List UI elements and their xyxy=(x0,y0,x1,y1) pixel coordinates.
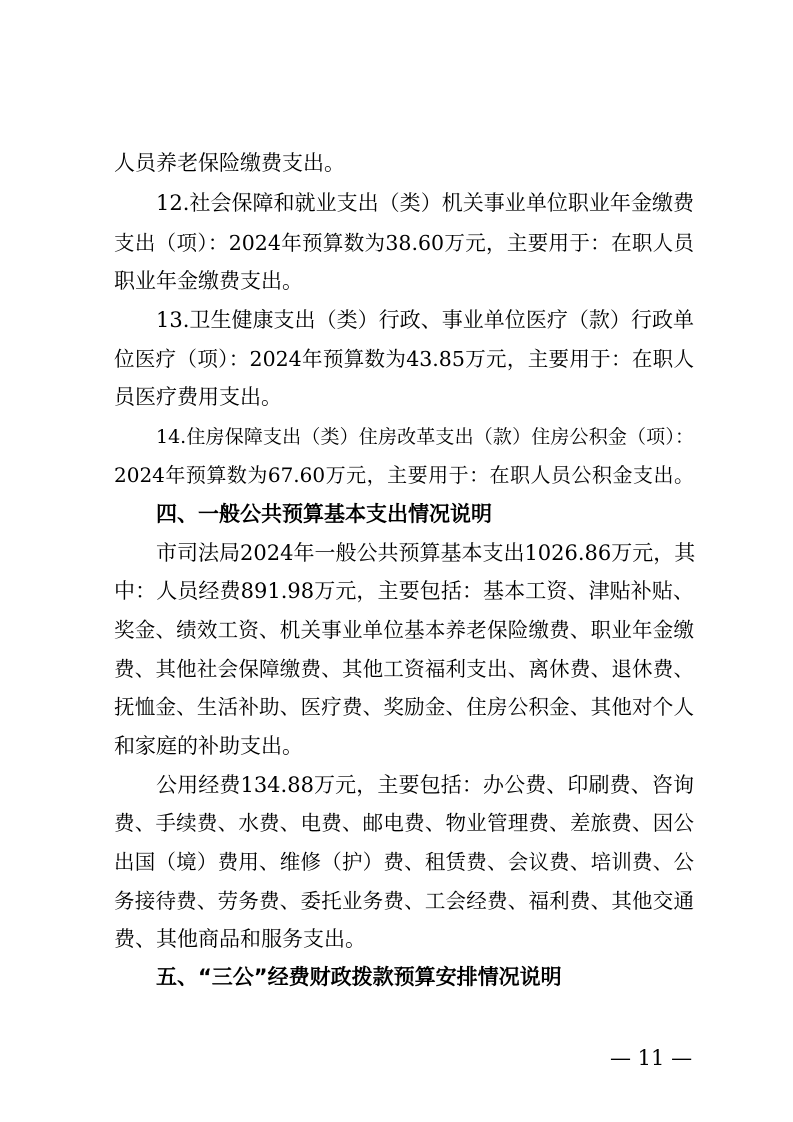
paragraph-line: 费、其他社会保障缴费、其他工资福利支出、离休费、退休费、 xyxy=(114,657,694,681)
paragraph-line: 费、手续费、水费、电费、邮电费、物业管理费、差旅费、因公 xyxy=(114,811,694,835)
paragraph-line: 2024年预算数为67.60万元，主要用于：在职人员公积金支出。 xyxy=(114,463,694,487)
paragraph-line: 奖金、绩效工资、机关事业单位基本养老保险缴费、职业年金缴 xyxy=(114,618,694,642)
paragraph-line: 13.卫生健康支出（类）行政、事业单位医疗（款）行政单 xyxy=(156,308,694,332)
paragraph-line: 14.住房保障支出（类）住房改革支出（款）住房公积金（项）： xyxy=(156,426,694,448)
paragraph-line: 务接待费、劳务费、委托业务费、工会经费、福利费、其他交通 xyxy=(114,889,694,913)
paragraph-line: 公用经费134.88万元，主要包括：办公费、印刷费、咨询 xyxy=(156,773,694,797)
section-heading: 五、“三公”经费财政拨款预算安排情况说明 xyxy=(156,965,562,989)
paragraph-line: 职业年金缴费支出。 xyxy=(114,269,303,293)
paragraph-line: 人员养老保险缴费支出。 xyxy=(114,151,345,175)
paragraph-line: 出国（境）费用、维修（护）费、租赁费、会议费、培训费、公 xyxy=(114,850,694,874)
paragraph-line: 12.社会保障和就业支出（类）机关事业单位职业年金缴费 xyxy=(156,191,694,215)
paragraph-line: 员医疗费用支出。 xyxy=(114,385,282,409)
paragraph-line: 和家庭的补助支出。 xyxy=(114,734,303,758)
paragraph-line: 市司法局2024年一般公共预算基本支出1026.86万元，其 xyxy=(156,541,696,565)
paragraph-line: 支出（项）：2024年预算数为38.60万元，主要用于：在职人员 xyxy=(114,231,694,255)
page-number: — 11 — xyxy=(610,1046,693,1070)
paragraph-line: 位医疗（项）：2024年预算数为43.85万元，主要用于：在职人 xyxy=(114,347,694,371)
section-heading: 四、一般公共预算基本支出情况说明 xyxy=(156,502,492,526)
paragraph-line: 抚恤金、生活补助、医疗费、奖励金、住房公积金、其他对个人 xyxy=(114,695,694,719)
paragraph-line: 费、其他商品和服务支出。 xyxy=(114,927,366,951)
paragraph-line: 中：人员经费891.98万元，主要包括：基本工资、津贴补贴、 xyxy=(114,579,694,603)
